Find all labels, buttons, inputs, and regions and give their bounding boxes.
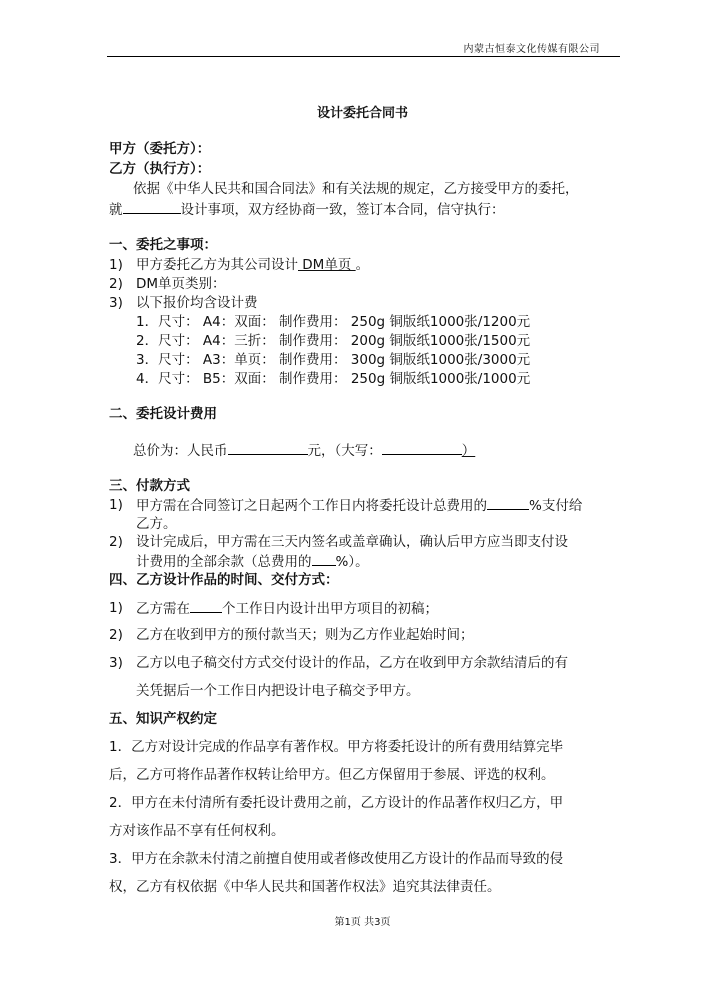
price-line-3: 3．尺寸： A3：单页： 制作费用： 300g 铜版纸1000张/3000元	[136, 352, 531, 368]
sec3-item-2-cont-end: %）。	[335, 554, 369, 570]
design-item-blank	[123, 200, 181, 214]
intro-suffix: 设计事项，双方经协商一致，签订本合同，信守执行：	[180, 202, 505, 218]
sec3-item-1-cont: 乙方。	[136, 516, 177, 532]
price-line-2: 2．尺寸： A4：三折： 制作费用： 200g 铜版纸1000张/1500元	[136, 333, 531, 349]
workdays-blank	[190, 599, 222, 613]
sec4-item-2-num: 2)	[109, 627, 123, 643]
page-number: 第1页 共3页	[334, 917, 391, 928]
sec4-item-2: 乙方在收到甲方的预付款当天；则为乙方作业起始时间；	[136, 627, 474, 643]
sec3-item-2: 设计完成后，甲方需在三天内签名或盖章确认，确认后甲方应当即支付设	[136, 534, 568, 550]
dm-item-value: DM单页	[298, 257, 356, 273]
sec4-item-3-num: 3)	[109, 655, 123, 671]
party-b-label: 乙方（执行方）：	[109, 161, 211, 177]
sec3-item-1	[136, 496, 582, 515]
section-3-heading: 三、付款方式	[109, 478, 190, 494]
intro-line-2	[109, 200, 505, 219]
section-4-heading: 四、乙方设计作品的时间、交付方式：	[109, 572, 339, 588]
sec1-item-3-num: 3)	[109, 295, 123, 311]
sec3-item-1-text: 甲方需在合同签订之日起两个工作日内将委托设计总费用的	[136, 498, 487, 514]
sec3-item-2-cont-text: 计费用的全部余款（总费用的	[136, 554, 312, 570]
amount-blank	[228, 441, 308, 455]
intro-line-1: 依据《中华人民共和国合同法》和有关法规的规定，乙方接受甲方的委托，	[133, 181, 579, 197]
sec4-item-1-end: 个工作日内设计出甲方项目的初稿；	[222, 601, 438, 617]
total-words-label: 元，（大写：	[307, 443, 382, 459]
sec1-item-1-text: 甲方委托乙方为其公司设计	[136, 257, 298, 273]
total-price-line	[133, 441, 475, 460]
sec3-item-1-num: 1)	[109, 497, 123, 513]
sec1-item-2: DM单页类别：	[136, 276, 226, 292]
sec5-para-1-cont: 后，乙方可将作品著作权转让给甲方。但乙方保留用于参展、评选的权利。	[109, 767, 555, 783]
company-header: 内蒙古恒泰文化传媒有限公司	[463, 44, 600, 55]
sec1-item-1	[136, 256, 369, 274]
price-line-4: 4．尺寸： B5：双面： 制作费用： 250g 铜版纸1000张/1000元	[136, 371, 531, 387]
party-a-label: 甲方（委托方）：	[109, 141, 211, 157]
sec4-item-1	[136, 599, 438, 618]
sec4-item-1-text: 乙方需在	[136, 601, 190, 617]
sec3-item-1-end: %支付给	[529, 498, 583, 514]
balance-percent-blank	[312, 552, 336, 566]
section-5-heading: 五、知识产权约定	[109, 711, 217, 727]
sec1-item-3: 以下报价均含设计费	[136, 295, 258, 311]
header-rule	[107, 56, 620, 57]
sec5-para-2: 2．甲方在未付清所有委托设计费用之前，乙方设计的作品著作权归乙方，甲	[109, 795, 564, 811]
sec3-item-2-num: 2)	[109, 534, 123, 550]
section-1-heading: 一、委托之事项：	[109, 237, 217, 253]
sec3-item-2-cont	[136, 552, 369, 571]
total-words-close: ）	[461, 443, 476, 459]
sec1-item-1-num: 1)	[109, 257, 123, 273]
document-title: 设计委托合同书	[316, 106, 408, 121]
price-line-1: 1．尺寸： A4：双面： 制作费用： 250g 铜版纸1000张/1200元	[136, 314, 531, 330]
sec1-item-1-end: 。	[355, 257, 370, 273]
total-price-label: 总价为：人民币	[133, 443, 228, 459]
sec5-para-3: 3．甲方在余款未付清之前擅自使用或者修改使用乙方设计的作品而导致的侵	[109, 851, 564, 867]
sec5-para-2-cont: 方对该作品不享有任何权利。	[109, 823, 285, 839]
sec1-item-2-num: 2)	[109, 276, 123, 292]
amount-words-blank	[382, 441, 462, 455]
intro-prefix: 就	[109, 202, 123, 218]
sec4-item-3-cont: 关凭据后一个工作日内把设计电子稿交予甲方。	[136, 683, 420, 699]
prepay-percent-blank	[487, 496, 529, 510]
sec4-item-3: 乙方以电子稿交付方式交付设计的作品，乙方在收到甲方余款结清后的有	[136, 655, 568, 671]
sec4-item-1-num: 1)	[109, 600, 123, 616]
section-2-heading: 二、委托设计费用	[109, 406, 217, 422]
sec5-para-3-cont: 权，乙方有权依据《中华人民共和国著作权法》追究其法律责任。	[109, 879, 501, 895]
sec5-para-1: 1．乙方对设计完成的作品享有著作权。甲方将委托设计的所有费用结算完毕	[109, 739, 564, 755]
